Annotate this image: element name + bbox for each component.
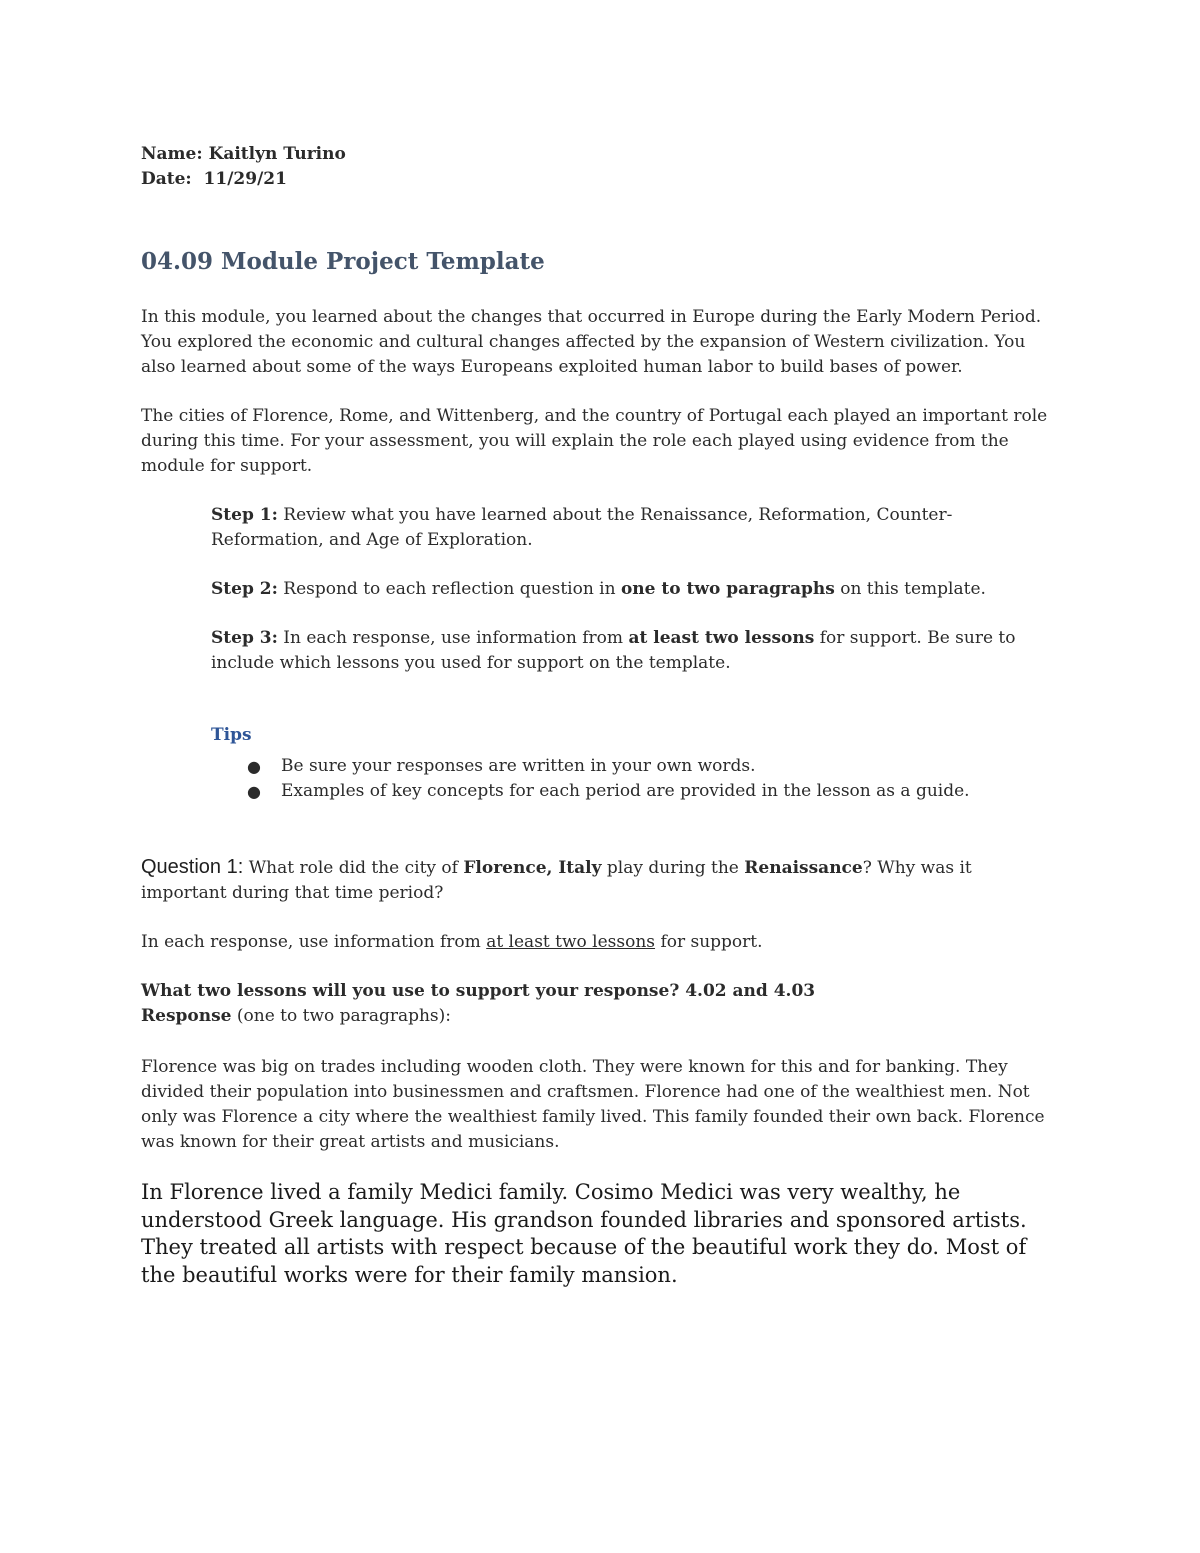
support-instruction <box>141 930 1061 955</box>
date-line <box>141 167 1061 192</box>
support-pre: In each response, use information from <box>141 932 481 952</box>
tip-text: Examples of key concepts for each period are provided in the lesson as a guide. <box>281 781 970 801</box>
step-2-text-post: on this template. <box>840 579 986 599</box>
question-1-text-1: What role did the city of <box>248 858 458 878</box>
step-2-label: Step 2: <box>211 579 278 599</box>
question-1-text-3: ? Why was it important during that time period? <box>141 858 972 903</box>
tips-list <box>211 754 1061 804</box>
bullet-icon: ● <box>247 757 261 776</box>
step-2-text-pre: Respond to each reflection question in <box>283 579 616 599</box>
step-1 <box>211 503 1061 553</box>
bullet-icon: ● <box>247 782 261 801</box>
intro-paragraph-2: The cities of Florence, Rome, and Wittenberg, and the country of Portugal each played an important role during this time. For your assessment, you will explain the role each played using evidence from the module for support. <box>141 406 1048 476</box>
document-page <box>141 142 1061 1289</box>
step-1-label: Step 1: <box>211 505 278 525</box>
support-underline: at least two lessons <box>486 932 656 952</box>
step-2 <box>211 577 1061 602</box>
response-hint: (one to two paragraphs): <box>236 1006 452 1026</box>
response-paragraph-1: Florence was big on trades including wooden cloth. They were known for this and for banking. They divided their population into businessmen and craftsmen. Florence had one of the wealthiest men. Not only was Florence a city where the wealthiest family lived. This family founded their own back. Florence was known for their great artists and musicians. <box>141 1057 1045 1152</box>
step-2-text-bold: one to two paragraphs <box>620 579 835 599</box>
question-1 <box>141 855 1061 906</box>
response-heading <box>141 1004 1061 1029</box>
question-1-text-2: play during the <box>606 858 739 878</box>
question-1-bold-1: Florence, Italy <box>463 858 602 878</box>
tip-text: Be sure your responses are written in your own words. <box>281 756 756 776</box>
page-title: 04.09 Module Project Template <box>141 248 545 275</box>
date-label: Date: <box>141 169 192 189</box>
question-1-label: Question 1: <box>141 856 244 878</box>
support-post: for support. <box>660 932 763 952</box>
step-3-label: Step 3: <box>211 628 278 648</box>
tips-list-item <box>211 779 1061 804</box>
lessons-question: What two lessons will you use to support your response? 4.02 and 4.03 <box>141 981 816 1001</box>
name-label: Name: <box>141 144 203 164</box>
tips-heading: Tips <box>211 725 252 745</box>
date-value: 11/29/21 <box>203 169 287 189</box>
question-1-bold-2: Renaissance <box>744 858 863 878</box>
step-3 <box>211 626 1061 676</box>
step-1-text: Review what you have learned about the Renaissance, Reformation, Counter-Reformation, and Age of Exploration. <box>211 505 953 550</box>
student-header <box>141 142 1061 192</box>
intro-paragraph-1: In this module, you learned about the changes that occurred in Europe during the Early Modern Period. You explored the economic and cultural changes affected by the expansion of Western civilization. You also learned about some of the ways Europeans exploited human labor to build bases of power. <box>141 307 1042 377</box>
name-line <box>141 142 1061 167</box>
steps-list <box>211 503 1061 676</box>
response-paragraph-2: In Florence lived a family Medici family. Cosimo Medici was very wealthy, he understood Greek language. His grandson founded libraries and sponsored artists. They treated all artists with respect because of the beautiful work they do. Most of the beautiful works were for their family mansion. <box>141 1180 1027 1287</box>
response-label: Response <box>141 1006 232 1026</box>
name-value: Kaitlyn Turino <box>208 144 346 164</box>
step-3-text-bold: at least two lessons <box>628 628 815 648</box>
step-3-text-post: for support. Be sure to include which lessons you used for support on the template. <box>211 628 1016 673</box>
tips-list-item <box>211 754 1061 779</box>
step-3-text-pre: In each response, use information from <box>283 628 624 648</box>
